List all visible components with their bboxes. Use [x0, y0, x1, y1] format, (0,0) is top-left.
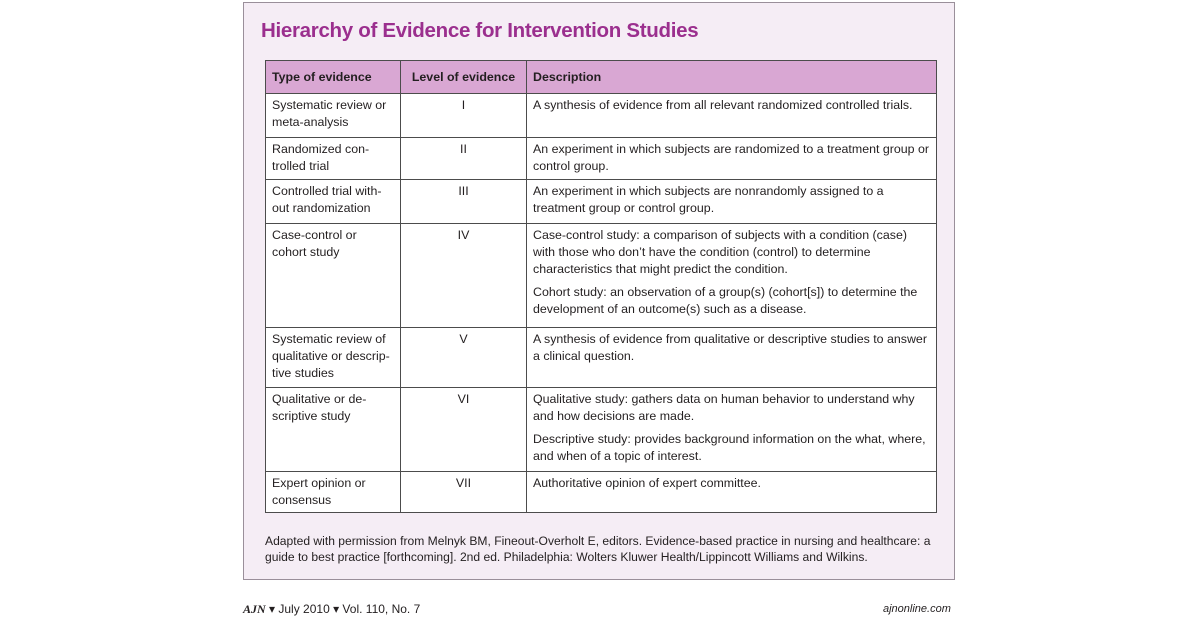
source-footnote: Adapted with permission from Melnyk BM, Fineout-Overholt E, editors. Evidence-based practice in nursing and healthcare: a guide to best practice [forthcoming]. 2nd ed. Philadelphia: Wolters Kluwer Health/Lippincott Williams and Wilkins.: [265, 534, 931, 564]
site-url: ajnonline.com: [883, 603, 951, 615]
column-header-level: Level of evidence: [401, 61, 527, 94]
description-text: A synthesis of evidence from qualitative or descriptive studies to answer a clinical question.: [533, 332, 927, 363]
description-text: Case-control study: a comparison of subjects with a condition (case) with those who don’t have the condition (control) to determine characteristics that might predict the condition.: [533, 228, 907, 276]
table-row: [266, 328, 937, 388]
cell-level: II: [401, 138, 527, 180]
cell-type: Systematic review of qualitative or descrip-tive studies: [266, 328, 401, 388]
cell-description: [527, 180, 937, 224]
cell-description: [527, 224, 937, 328]
table-row: [266, 94, 937, 138]
cell-description: [527, 138, 937, 180]
cell-type: Qualitative or de-scriptive study: [266, 388, 401, 472]
cell-level: IV: [401, 224, 527, 328]
figure-panel: [243, 2, 955, 580]
cell-type: Controlled trial with-out randomization: [266, 180, 401, 224]
description-text: Descriptive study: provides background information on the what, where, and when of a topic of interest.: [533, 432, 926, 463]
journal-footer: [243, 602, 420, 617]
table-row: [266, 224, 937, 328]
description-text: An experiment in which subjects are randomized to a treatment group or control group.: [533, 142, 930, 173]
issue-info: ▾ July 2010 ▾ Vol. 110, No. 7: [269, 602, 421, 616]
cell-level: VII: [401, 472, 527, 513]
figure-title: Hierarchy of Evidence for Intervention Studies: [261, 19, 699, 42]
cell-level: III: [401, 180, 527, 224]
cell-type: Randomized con-trolled trial: [266, 138, 401, 180]
description-text: A synthesis of evidence from all relevant randomized controlled trials.: [533, 98, 913, 112]
cell-description: [527, 94, 937, 138]
description-text: Qualitative study: gathers data on human behavior to understand why and how decisions are made.: [533, 392, 915, 423]
cell-level: I: [401, 94, 527, 138]
table-row: [266, 138, 937, 180]
cell-type: Expert opinion or consensus: [266, 472, 401, 513]
table-row: [266, 472, 937, 513]
cell-level: VI: [401, 388, 527, 472]
cell-description: [527, 472, 937, 513]
column-header-description: Description: [527, 61, 937, 94]
description-text: Authoritative opinion of expert committee.: [533, 476, 761, 490]
cell-type: Systematic review or meta-analysis: [266, 94, 401, 138]
table-row: [266, 180, 937, 224]
cell-description: [527, 328, 937, 388]
cell-level: V: [401, 328, 527, 388]
table-row: [266, 388, 937, 472]
cell-type: Case-control or cohort study: [266, 224, 401, 328]
journal-name: AJN: [243, 602, 266, 616]
description-text: An experiment in which subjects are nonrandomly assigned to a treatment group or control group.: [533, 184, 884, 215]
cell-description: [527, 388, 937, 472]
table-header-row: [266, 61, 937, 94]
description-text: Cohort study: an observation of a group(s) (cohort[s]) to determine the development of an outcome(s) such as a disease.: [533, 285, 918, 316]
evidence-table: [265, 60, 937, 513]
column-header-type: Type of evidence: [266, 61, 401, 94]
